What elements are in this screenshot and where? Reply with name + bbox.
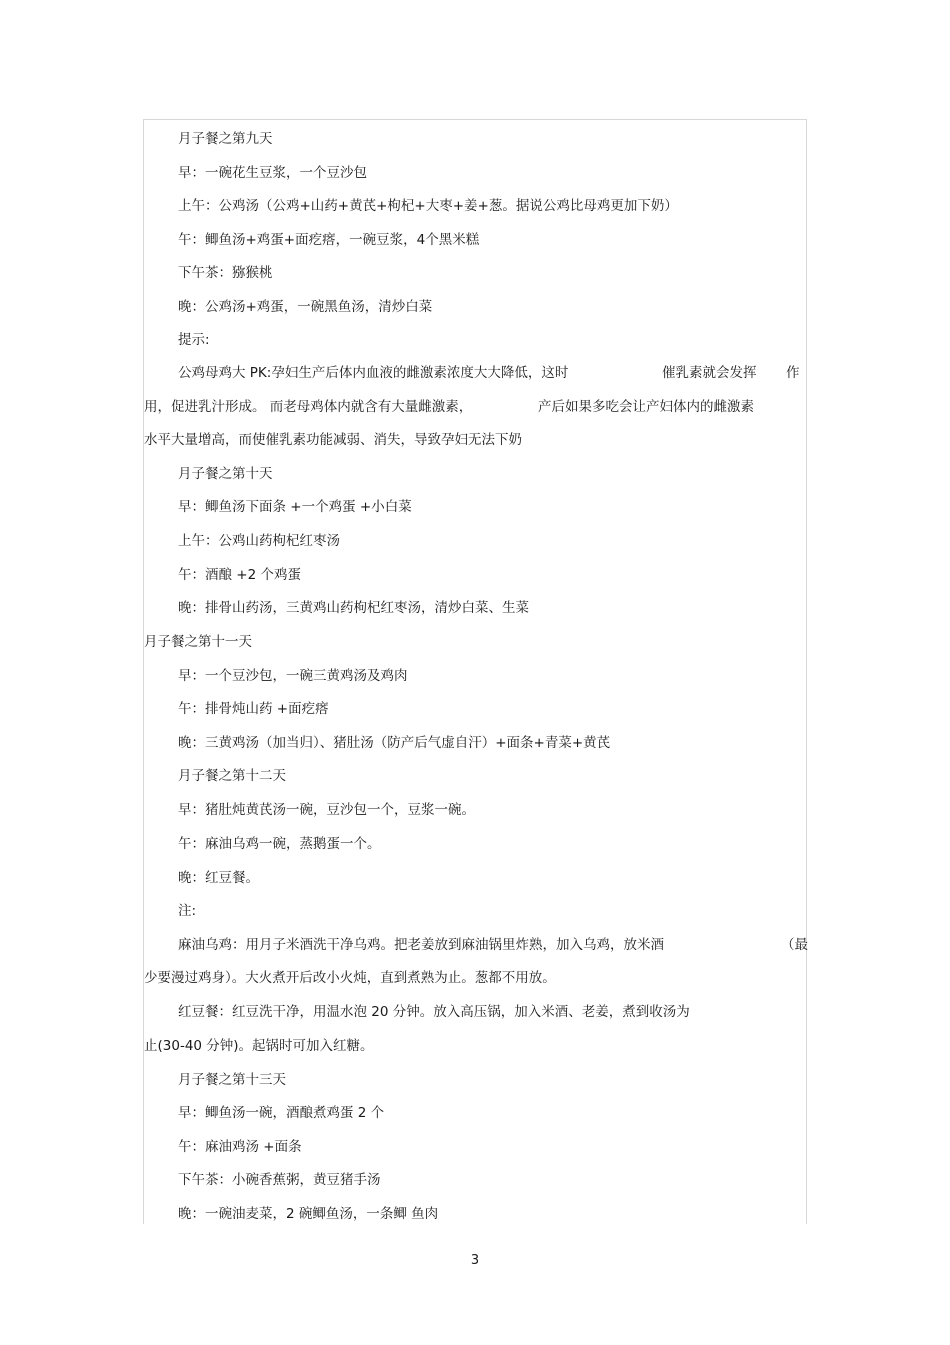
tip-line2-text: 用，促进乳汁形成。 而老母鸡体内就含有大量雌激素，: [144, 399, 473, 415]
day9-tip-line3: 水平大量增高，而使催乳素功能减弱、消失，导致孕妇无法下奶: [144, 432, 522, 448]
note1-line1-end: （最: [781, 937, 808, 953]
day12-note1-line2: 少要漫过鸡身）。大火煮开后改小火炖，直到煮熟为止。葱都不用放。: [144, 970, 556, 986]
day10-lunch: 午：酒酿 +2 个鸡蛋: [178, 567, 301, 583]
day13-tea: 下午茶：小碗香蕉粥，黄豆猪手汤: [178, 1172, 381, 1188]
day11-lunch: 午：排骨炖山药 +面疙瘩: [178, 701, 329, 717]
day9-lunch: 午：鲫鱼汤+鸡蛋+面疙瘩，一碗豆浆，4个黑米糕: [178, 232, 480, 248]
day13-lunch: 午：麻油鸡汤 +面条: [178, 1139, 302, 1155]
day12-note-label: 注:: [178, 903, 197, 919]
day13-dinner: 晚：一碗油麦菜，2 碗鲫鱼汤，一条鲫 鱼肉: [178, 1206, 439, 1222]
day9-dinner: 晚：公鸡汤+鸡蛋，一碗黑鱼汤，清炒白菜: [178, 299, 433, 315]
tip-line1-end: 作: [786, 365, 800, 381]
note1-line1-text: 麻油乌鸡：用月子米酒洗干净乌鸡。把老姜放到麻油锅里炸熟，加入乌鸡，放米酒: [178, 937, 664, 953]
day9-morning: 上午：公鸡汤（公鸡+山药+黄芪+枸杞+大枣+姜+葱。据说公鸡比母鸡更加下奶）: [178, 198, 678, 214]
day12-dinner: 晚：红豆餐。: [178, 870, 259, 886]
day13-title: 月子餐之第十三天: [178, 1072, 286, 1088]
day11-dinner: 晚：三黄鸡汤（加当归）、猪肚汤（防产后气虚自汗）+面条+青菜+黄芪: [178, 735, 611, 751]
day13-breakfast: 早：鲫鱼汤一碗，酒酿煮鸡蛋 2 个: [178, 1105, 385, 1121]
day10-title: 月子餐之第十天: [178, 466, 273, 482]
day12-note2-line1: 红豆餐：红豆洗干净，用温水泡 20 分钟。放入高压锅，加入米酒、老姜，煮到收汤为: [178, 1004, 690, 1020]
tip-line1-text: 公鸡母鸡大 PK:孕妇生产后体内血液的雌激素浓度大大降低，这时: [178, 365, 569, 381]
day9-tea: 下午茶：猕猴桃: [178, 265, 273, 281]
day12-note2-line2: 止(30-40 分钟)。起锅时可加入红糖。: [144, 1038, 374, 1054]
page-number: 3: [470, 1253, 480, 1268]
day10-breakfast: 早：鲫鱼汤下面条 +一个鸡蛋 +小白菜: [178, 499, 412, 515]
day9-title: 月子餐之第九天: [178, 131, 273, 147]
day10-dinner: 晚：排骨山药汤，三黄鸡山药枸杞红枣汤，清炒白菜、生菜: [178, 600, 529, 616]
day9-tip-label: 提示:: [178, 332, 210, 348]
tip-line1-emphasis: 催乳素就会发挥: [662, 365, 757, 381]
day9-breakfast: 早：一碗花生豆浆，一个豆沙包: [178, 165, 367, 181]
day12-title: 月子餐之第十二天: [178, 768, 286, 784]
day12-breakfast: 早：猪肚炖黄芪汤一碗，豆沙包一个，豆浆一碗。: [178, 802, 475, 818]
day12-lunch: 午：麻油乌鸡一碗，蒸鹅蛋一个。: [178, 836, 381, 852]
day11-breakfast: 早：一个豆沙包，一碗三黄鸡汤及鸡肉: [178, 668, 408, 684]
day11-title: 月子餐之第十一天: [144, 634, 252, 650]
tip-line2-continuation: 产后如果多吃会让产妇体内的雌激素: [538, 399, 754, 415]
day10-morning: 上午：公鸡山药枸杞红枣汤: [178, 533, 340, 549]
